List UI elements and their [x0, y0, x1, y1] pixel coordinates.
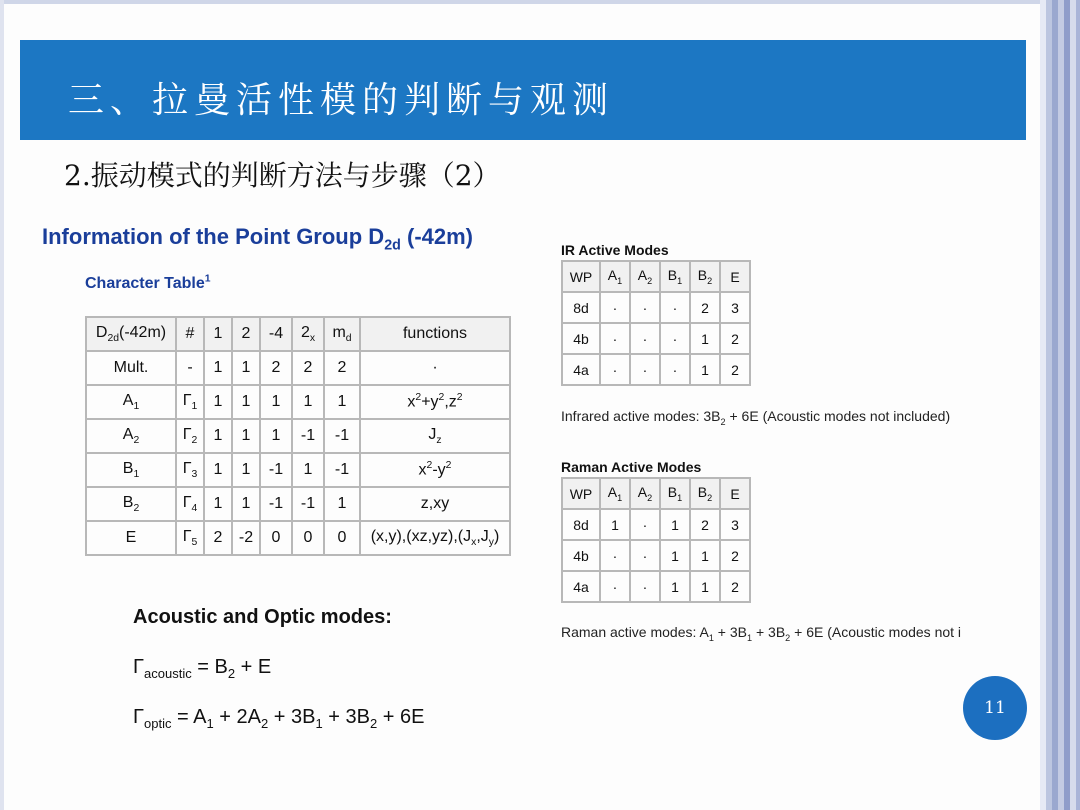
slide-subtitle: 2.振动模式的判断方法与步骤（2）	[64, 159, 501, 192]
character-table-header-cell: 2	[232, 317, 260, 351]
point-group-heading	[42, 224, 473, 253]
ir-modes-label: IR Active Modes	[561, 242, 669, 258]
table-cell: $\Gamma_4$	[176, 487, 204, 521]
table-cell: $\Gamma_5$	[176, 521, 204, 555]
table-cell: ·	[630, 323, 660, 354]
modes-header-cell: $B_1$	[660, 478, 690, 509]
table-cell: E	[86, 521, 176, 555]
table-cell: 3	[720, 509, 750, 540]
character-table-label-text: Character Table$^1$	[85, 274, 211, 293]
table-cell: 1	[690, 354, 720, 385]
table-row	[562, 354, 750, 385]
table-row	[86, 351, 510, 385]
table-cell: 4a	[562, 354, 600, 385]
raman-modes-table	[561, 477, 751, 603]
heading-text: Information of the Point Group $D_{2d}$ (-42m)	[42, 224, 473, 254]
table-cell: 2	[720, 323, 750, 354]
table-cell: ·	[630, 571, 660, 602]
table-cell: ·	[630, 354, 660, 385]
raman-modes-note: Raman active modes: $A_1 + 3B_1 + 3B_2 + 6E$ (Acoustic modes not i	[561, 624, 962, 643]
table-cell: -1	[324, 453, 360, 487]
table-cell: 1	[232, 453, 260, 487]
character-table-header-cell: $2_x$	[292, 317, 324, 351]
modes-header-cell: $A_2$	[630, 261, 660, 292]
table-row	[562, 509, 750, 540]
table-row	[86, 487, 510, 521]
frame-left-border	[0, 0, 4, 810]
table-cell: 2	[204, 521, 232, 555]
table-cell: 2	[324, 351, 360, 385]
raman-modes-header-row	[562, 478, 750, 509]
table-cell: $B_2$	[86, 487, 176, 521]
table-cell: 1	[600, 509, 630, 540]
table-cell: $\Gamma_3$	[176, 453, 204, 487]
table-cell: 1	[690, 323, 720, 354]
character-table-body	[86, 351, 510, 555]
table-row	[562, 540, 750, 571]
character-table-header-cell: $D_{2d}(-42m)$	[86, 317, 176, 351]
table-cell: -2	[232, 521, 260, 555]
modes-header-cell: WP	[562, 478, 600, 509]
table-cell: ·	[630, 292, 660, 323]
ir-modes-note: Infrared active modes: $3B_2 + 6E$ (Acoustic modes not included)	[561, 408, 951, 427]
table-cell: -1	[260, 453, 292, 487]
character-table-header-row	[86, 317, 510, 351]
table-cell: ·	[660, 323, 690, 354]
table-cell: 8d	[562, 292, 600, 323]
page-number-badge: 11	[963, 676, 1027, 740]
optic-formula: $\Gamma_{optic} = A_1 + 2A_2 + 3B_1 + 3B_2 + 6E$	[133, 706, 425, 731]
table-cell: ·	[360, 351, 510, 385]
table-cell: 0	[260, 521, 292, 555]
table-cell: -1	[292, 487, 324, 521]
table-cell: 1	[232, 419, 260, 453]
table-cell: ·	[600, 323, 630, 354]
table-cell: $A_1$	[86, 385, 176, 419]
character-table-header-cell: functions	[360, 317, 510, 351]
table-cell: 2	[690, 509, 720, 540]
table-row	[562, 292, 750, 323]
table-cell: 1	[324, 487, 360, 521]
table-cell: 0	[324, 521, 360, 555]
modes-header-cell: $A_1$	[600, 261, 630, 292]
table-cell: -	[176, 351, 204, 385]
table-cell: 2	[260, 351, 292, 385]
table-cell: $A_2$	[86, 419, 176, 453]
table-cell: 1	[232, 351, 260, 385]
table-row	[86, 419, 510, 453]
raman-modes-body	[562, 509, 750, 602]
table-cell: 1	[204, 419, 232, 453]
character-table-header-cell: 1	[204, 317, 232, 351]
modes-header-cell: $B_1$	[660, 261, 690, 292]
table-cell: 1	[660, 571, 690, 602]
table-cell: 1	[292, 453, 324, 487]
modes-header-cell: $A_1$	[600, 478, 630, 509]
table-row	[86, 453, 510, 487]
character-table	[85, 316, 511, 556]
ir-modes-header-row	[562, 261, 750, 292]
decorative-side-stripes	[1040, 0, 1080, 810]
table-cell: $\Gamma_2$	[176, 419, 204, 453]
table-cell: 4b	[562, 323, 600, 354]
table-cell: 1	[324, 385, 360, 419]
table-row	[562, 323, 750, 354]
table-cell: ·	[630, 540, 660, 571]
table-cell: $\Gamma_1$	[176, 385, 204, 419]
table-cell: -1	[260, 487, 292, 521]
modes-header-cell: $B_2$	[690, 478, 720, 509]
table-cell: 1	[204, 385, 232, 419]
table-cell: 1	[690, 571, 720, 602]
table-cell: -1	[292, 419, 324, 453]
table-row	[562, 571, 750, 602]
table-cell: 1	[204, 487, 232, 521]
character-table-label	[85, 274, 211, 293]
table-cell: 1	[204, 453, 232, 487]
table-cell: 2	[720, 354, 750, 385]
table-cell: $x^2-y^2$	[360, 453, 510, 487]
table-cell: $J_z$	[360, 419, 510, 453]
table-cell: 1	[292, 385, 324, 419]
modes-header-cell: WP	[562, 261, 600, 292]
table-cell: ·	[600, 292, 630, 323]
table-cell: 0	[292, 521, 324, 555]
acoustic-optic-heading: Acoustic and Optic modes:	[133, 606, 392, 628]
table-row	[86, 521, 510, 555]
character-table-header-cell: #	[176, 317, 204, 351]
table-cell: 1	[232, 385, 260, 419]
ir-modes-body	[562, 292, 750, 385]
table-cell: $x^2+y^2,z^2$	[360, 385, 510, 419]
table-cell: 2	[720, 540, 750, 571]
modes-header-cell: $B_2$	[690, 261, 720, 292]
table-cell: ·	[630, 509, 660, 540]
table-cell: $B_1$	[86, 453, 176, 487]
table-cell: z,xy	[360, 487, 510, 521]
slide-title: 三、拉曼活性模的判断与观测	[68, 80, 615, 121]
character-table-header-cell: $m_d$	[324, 317, 360, 351]
modes-header-cell: E	[720, 478, 750, 509]
table-cell: 1	[204, 351, 232, 385]
table-cell: 8d	[562, 509, 600, 540]
table-cell: 2	[720, 571, 750, 602]
table-cell: 1	[660, 509, 690, 540]
table-cell: 1	[260, 419, 292, 453]
table-cell: 1	[232, 487, 260, 521]
table-cell: 1	[690, 540, 720, 571]
table-cell: -1	[324, 419, 360, 453]
table-cell: 4a	[562, 571, 600, 602]
table-cell: 3	[720, 292, 750, 323]
frame-top-border	[0, 0, 1040, 4]
table-cell: 2	[690, 292, 720, 323]
table-cell: ·	[600, 540, 630, 571]
character-table-header-cell: -4	[260, 317, 292, 351]
table-row	[86, 385, 510, 419]
table-cell: ·	[600, 571, 630, 602]
table-cell: Mult.	[86, 351, 176, 385]
table-cell: ·	[660, 292, 690, 323]
table-cell: 4b	[562, 540, 600, 571]
modes-header-cell: $A_2$	[630, 478, 660, 509]
table-cell: ·	[660, 354, 690, 385]
acoustic-formula: $\Gamma_{acoustic} = B_2 + E$	[133, 656, 272, 681]
ir-modes-table	[561, 260, 751, 386]
table-cell: ·	[600, 354, 630, 385]
table-cell: $(x,y),(xz,yz),(J_x,J_y)$	[360, 521, 510, 555]
table-cell: 2	[292, 351, 324, 385]
raman-modes-label: Raman Active Modes	[561, 459, 702, 475]
modes-header-cell: E	[720, 261, 750, 292]
table-cell: 1	[660, 540, 690, 571]
table-cell: 1	[260, 385, 292, 419]
